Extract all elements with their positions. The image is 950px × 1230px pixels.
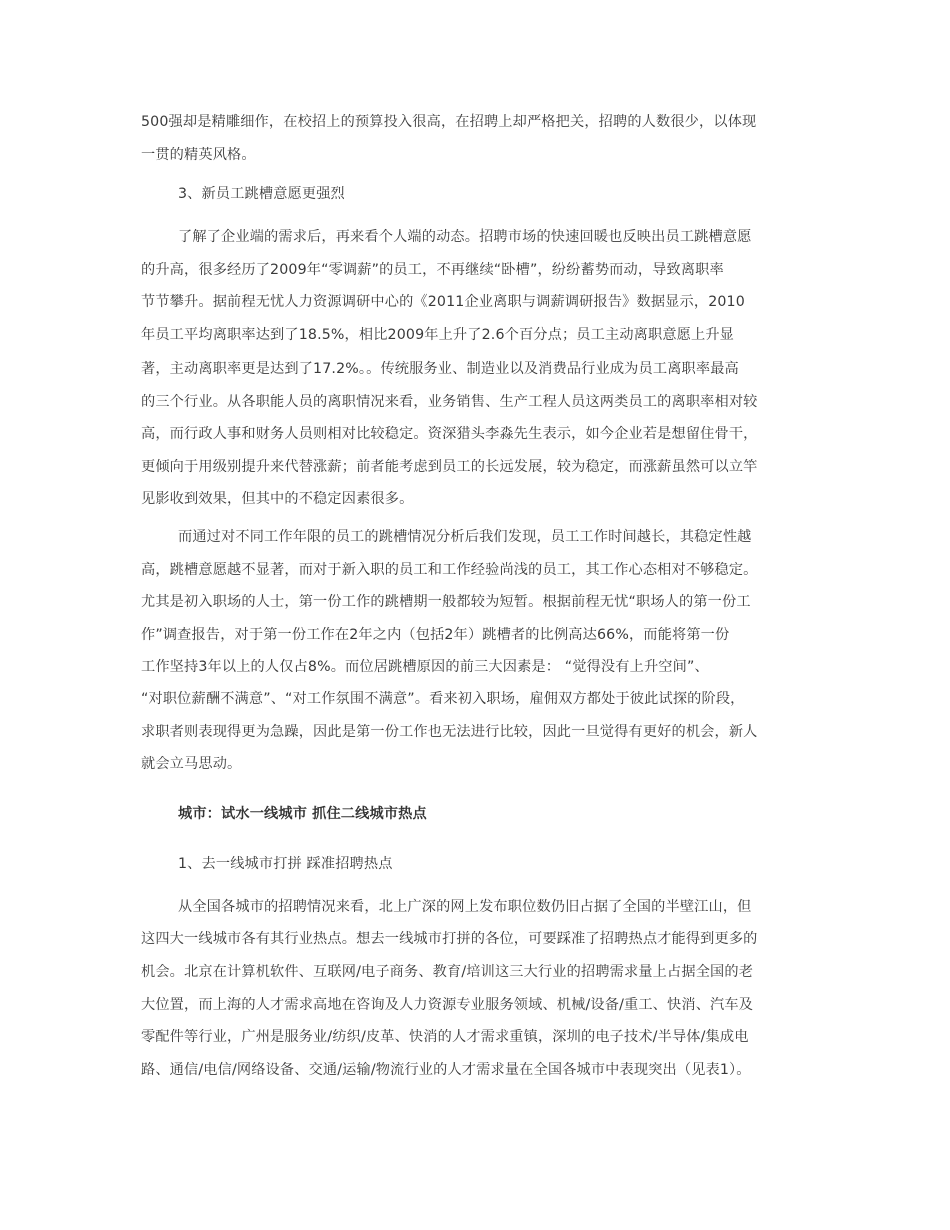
- paragraph-line: 节节攀升。据前程无忧人力资源调研中心的《2011企业离职与调薪调研报告》数据显示，2010: [141, 294, 745, 310]
- paragraph-line: 的三个行业。从各职能人员的离职情况来看，业务销售、生产工程人员这两类员工的离职率相对较: [141, 394, 758, 410]
- paragraph-line: “对职位薪酬不满意”、“对工作氛围不满意”。看来初入职场，雇佣双方都处于彼此试探的阶段，: [141, 691, 745, 707]
- paragraph-line: 大位置，而上海的人才需求高地在咨询及人力资源专业服务领域、机械/设备/重工、快消、汽车及: [141, 997, 754, 1013]
- paragraph-line: 500强却是精雕细作，在校招上的预算投入很高，在招聘上却严格把关，招聘的人数很少，以体现: [141, 114, 757, 130]
- paragraph-line: 高，跳槽意愿越不显著，而对于新入职的员工和工作经验尚浅的员工，其工作心态相对不够稳定。: [141, 562, 758, 578]
- paragraph-line: 就会立马思动。: [141, 756, 242, 772]
- paragraph-line: 高，而行政人事和财务人员则相对比较稳定。资深猎头李淼先生表示，如今企业若是想留住骨干，: [141, 426, 758, 442]
- section-subheading: 1、去一线城市打拼 踩准招聘热点: [178, 856, 393, 872]
- paragraph-line: 一贯的精英风格。: [141, 147, 256, 163]
- paragraph-line: 尤其是初入职场的人士，第一份工作的跳槽期一般都较为短暂。根据前程无忧“职场人的第一份工: [141, 594, 751, 610]
- paragraph-line: 年员工平均离职率达到了18.5%，相比2009年上升了2.6个百分点；员工主动离职意愿上升显: [141, 327, 735, 343]
- paragraph-line: 机会。北京在计算机软件、互联网/电子商务、教育/培训这三大行业的招聘需求量上占据全国的老: [141, 964, 754, 980]
- paragraph-line: 从全国各城市的招聘情况来看，北上广深的网上发布职位数仍旧占据了全国的半壁江山，但: [178, 899, 752, 915]
- paragraph-line: 见影收到效果，但其中的不稳定因素很多。: [141, 491, 414, 507]
- paragraph-line: 这四大一线城市各有其行业热点。想去一线城市打拼的各位，可要踩准了招聘热点才能得到更多的: [141, 931, 758, 947]
- paragraph-line: 工作坚持3年以上的人仅占8%。而位居跳槽原因的前三大因素是： “觉得没有上升空间”、: [141, 659, 709, 675]
- paragraph-line: 求职者则表现得更为急躁，因此是第一份工作也无法进行比较，因此一旦觉得有更好的机会，新人: [141, 724, 758, 740]
- paragraph-line: 了解了企业端的需求后，再来看个人端的动态。招聘市场的快速回暖也反映出员工跳槽意愿: [178, 229, 752, 245]
- paragraph-line: 零配件等行业，广州是服务业/纺织/皮革、快消的人才需求重镇，深圳的电子技术/半导体/集成电: [141, 1029, 749, 1045]
- paragraph-line: 作”调查报告，对于第一份工作在2年之内（包括2年）跳槽者的比例高达66%，而能将第一份: [141, 627, 730, 643]
- paragraph-line: 而通过对不同工作年限的员工的跳槽情况分析后我们发现，员工工作时间越长，其稳定性越: [178, 529, 752, 545]
- section-heading: 城市：试水一线城市 抓住二线城市热点: [178, 806, 427, 822]
- paragraph-line: 更倾向于用级别提升来代替涨薪；前者能考虑到员工的长远发展，较为稳定，而涨薪虽然可以立竿: [141, 459, 758, 475]
- section-subheading: 3、新员工跳槽意愿更强烈: [178, 186, 345, 202]
- paragraph-line: 著，主动离职率更是达到了17.2%。。传统服务业、制造业以及消费品行业成为员工离职率最高: [141, 361, 739, 377]
- paragraph-line: 路、通信/电信/网络设备、交通/运输/物流行业的人才需求量在全国各城市中表现突出（见表1）。: [141, 1062, 751, 1078]
- paragraph-line: 的升高，很多经历了2009年“零调薪”的员工，不再继续“卧槽”，纷纷蓄势而动，导致离职率: [141, 262, 724, 278]
